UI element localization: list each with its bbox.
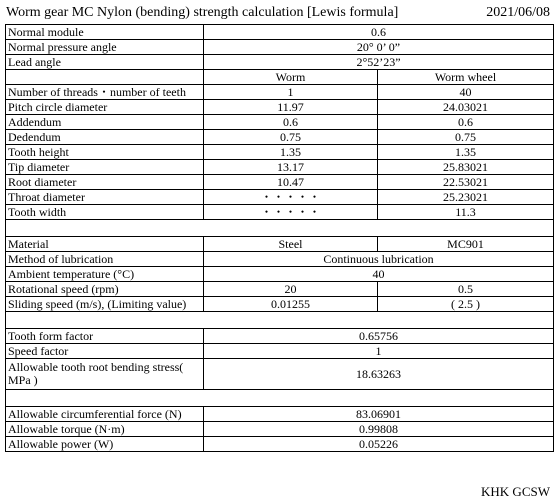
wheel-value: 40 <box>378 85 554 100</box>
wheel-value: 0.6 <box>378 115 554 130</box>
column-header-row <box>6 70 554 85</box>
table-row <box>6 205 554 220</box>
worm-value: 13.17 <box>204 160 378 175</box>
row-value: 18.63263 <box>204 359 554 390</box>
wheel-value: 25.23021 <box>378 190 554 205</box>
wheel-value: 1.35 <box>378 145 554 160</box>
table-row <box>6 267 554 282</box>
table-row <box>6 25 554 40</box>
wheel-value: 0.5 <box>378 282 554 297</box>
row-value: 0.65756 <box>204 329 554 344</box>
row-value: Continuous lubrication <box>204 252 554 267</box>
wheel-value: 11.3 <box>378 205 554 220</box>
wheel-value: 24.03021 <box>378 100 554 115</box>
row-label: Number of threads・number of teeth <box>6 85 204 100</box>
worm-value: 11.97 <box>204 100 378 115</box>
row-label: Allowable power (W) <box>6 437 204 452</box>
worm-value: 0.75 <box>204 130 378 145</box>
table-row <box>6 115 554 130</box>
table-row <box>6 100 554 115</box>
row-label: Addendum <box>6 115 204 130</box>
row-label: Allowable torque (N·m) <box>6 422 204 437</box>
row-value: 0.05226 <box>204 437 554 452</box>
row-label: Tip diameter <box>6 160 204 175</box>
row-label: Tooth form factor <box>6 329 204 344</box>
row-label: Tooth height <box>6 145 204 160</box>
section-spacer <box>6 220 554 237</box>
row-value: 40 <box>204 267 554 282</box>
worm-value: 1 <box>204 85 378 100</box>
worm-value: 10.47 <box>204 175 378 190</box>
table-row <box>6 40 554 55</box>
worm-value: ・・・・・ <box>204 205 378 220</box>
worm-column-header: Worm <box>204 70 378 85</box>
row-value: 2°52’23” <box>204 55 554 70</box>
worm-value: 0.01255 <box>204 297 378 312</box>
row-label: Pitch circle diameter <box>6 100 204 115</box>
row-value: 0.99808 <box>204 422 554 437</box>
table-row <box>6 85 554 100</box>
table-row <box>6 407 554 422</box>
footer-brand: KHK GCSW <box>481 484 550 499</box>
row-value: 0.6 <box>204 25 554 40</box>
row-label: Root diameter <box>6 175 204 190</box>
table-row <box>6 422 554 437</box>
wheel-value: ( 2.5 ) <box>378 297 554 312</box>
report-header <box>6 5 550 23</box>
row-label: Lead angle <box>6 55 204 70</box>
row-label: Throat diameter <box>6 190 204 205</box>
worm-value: 1.35 <box>204 145 378 160</box>
row-label: Ambient temperature (°C) <box>6 267 204 282</box>
row-label: Rotational speed (rpm) <box>6 282 204 297</box>
worm-value: Steel <box>204 237 378 252</box>
wheel-column-header: Worm wheel <box>378 70 554 85</box>
row-value: 1 <box>204 344 554 359</box>
report-date: 2021/06/08 <box>486 5 550 20</box>
table-row <box>6 252 554 267</box>
row-label: Dedendum <box>6 130 204 145</box>
table-row <box>6 329 554 344</box>
wheel-value: 25.83021 <box>378 160 554 175</box>
row-label: Normal module <box>6 25 204 40</box>
table-row <box>6 297 554 312</box>
row-label: Sliding speed (m/s), (Limiting value) <box>6 297 204 312</box>
calculation-table <box>5 24 554 452</box>
table-row <box>6 190 554 205</box>
table-row <box>6 130 554 145</box>
table-row <box>6 282 554 297</box>
row-label: Allowable circumferential force (N) <box>6 407 204 422</box>
table-row <box>6 437 554 452</box>
table-row <box>6 55 554 70</box>
table-row <box>6 175 554 190</box>
row-value: 20° 0’ 0” <box>204 40 554 55</box>
table-row <box>6 237 554 252</box>
table-row <box>6 359 554 390</box>
worm-value: 0.6 <box>204 115 378 130</box>
report-title: Worm gear MC Nylon (bending) strength calculation [Lewis formula] <box>6 5 399 20</box>
row-label: Method of lubrication <box>6 252 204 267</box>
wheel-value: 22.53021 <box>378 175 554 190</box>
section-spacer <box>6 390 554 407</box>
row-value: 83.06901 <box>204 407 554 422</box>
table-row <box>6 145 554 160</box>
row-label: Speed factor <box>6 344 204 359</box>
row-label: Tooth width <box>6 205 204 220</box>
table-row <box>6 160 554 175</box>
section-spacer <box>6 312 554 329</box>
row-label: Material <box>6 237 204 252</box>
wheel-value: MC901 <box>378 237 554 252</box>
worm-value: ・・・・・ <box>204 190 378 205</box>
row-label: Normal pressure angle <box>6 40 204 55</box>
wheel-value: 0.75 <box>378 130 554 145</box>
row-label: Allowable tooth root bending stress( MPa ) <box>6 359 204 390</box>
worm-value: 20 <box>204 282 378 297</box>
table-row <box>6 344 554 359</box>
